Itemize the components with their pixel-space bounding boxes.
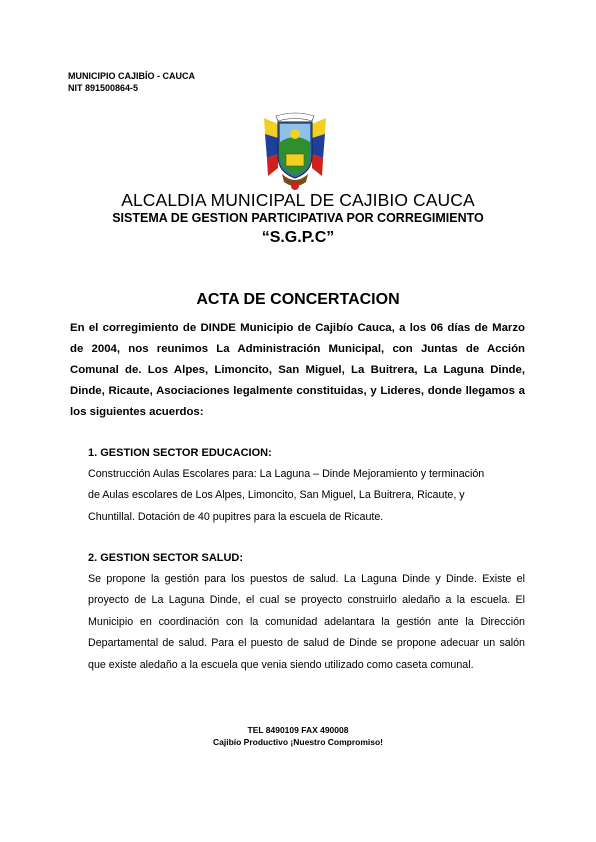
footer-slogan: Cajibío Productivo ¡Nuestro Compromiso! [212, 737, 383, 747]
education-line: Construcción Aulas Escolares para: La Laguna – Dinde Mejoramiento y terminación [88, 468, 485, 480]
footer-phone: TEL 8490109 FAX 490008 [247, 725, 349, 735]
alcaldia-title: ALCALDIA MUNICIPAL DE CAJIBIO CAUCA [121, 190, 475, 210]
nit-number: NIT 891500864-5 [68, 83, 139, 93]
section-education-title: 1. GESTION SECTOR EDUCACION: [88, 447, 272, 459]
system-subtitle: SISTEMA DE GESTION PARTICIPATIVA POR CORREGIMIENTO [112, 211, 484, 225]
intro-paragraph: En el corregimiento de DINDE Municipio de Cajibío Cauca, a los 06 días de Marzo de 2004, nos reunimos La Administración Municipal, con Juntas de Acción Comunal de. Los Alpes, Limoncito, San Miguel, La Buitrera, La Laguna Dinde, Dinde, Ricaute, Asociaciones legalmente constituidas, y Lideres, donde llegamos a los siguientes acuerdos: [70, 322, 525, 418]
section-health-body: Se propone la gestión para los puestos de salud. La Laguna Dinde y Dinde. Existe el proyecto de La Laguna Dinde, el cual se proyecto construirlo aledaño a la escuela. El Municipio en coordinación con la comunidad adelantara la gestión ante la Dirección Departamental de salud. Para el puesto de salud de Dinde se propone adecuar un salón que existe aledaño a la escuela que venia siendo utilizado como caseta comunal. [88, 573, 525, 671]
education-line: Chuntillal. Dotación de 40 pupitres para la escuela de Ricaute. [88, 510, 384, 523]
sgpc-acronym: “S.G.P.C” [261, 229, 335, 246]
letterhead [68, 70, 195, 94]
municipality-name: MUNICIPIO CAJIBÍO - CAUCA [68, 71, 196, 81]
section-education-body [88, 464, 525, 528]
education-line: de Aulas escolares de Los Alpes, Limoncito, San Miguel, La Buitrera, Ricaute, y [88, 489, 465, 502]
document-heading: ACTA DE CONCERTACION [196, 291, 400, 308]
municipal-coat-of-arms-icon [258, 110, 332, 194]
section-health-title: 2. GESTION SECTOR SALUD: [88, 552, 244, 564]
